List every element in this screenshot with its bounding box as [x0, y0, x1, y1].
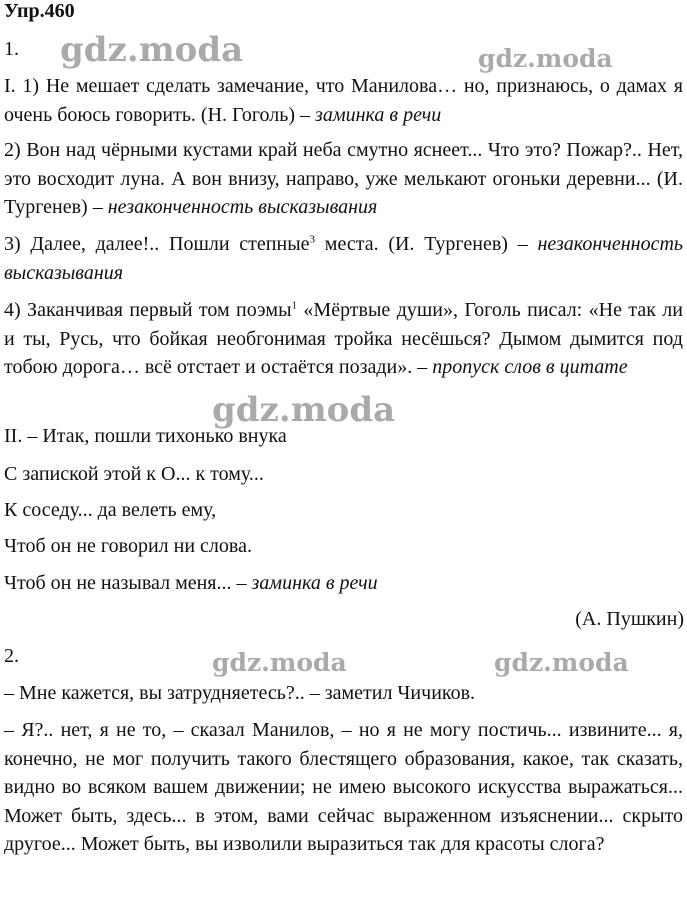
watermark: gdz.moda: [494, 648, 629, 677]
poem-line-2: С запиской этой к О... к тому...: [4, 463, 264, 485]
paragraph-3-footnote-mark: 3: [309, 233, 316, 246]
paragraph-3-text-b: места. (И. Тургенев) –: [315, 233, 538, 255]
watermark: gdz.moda: [60, 30, 244, 70]
poem-line-1: II. – Итак, пошли тихонько внука: [4, 425, 287, 447]
exercise-title: Упр.460: [4, 0, 75, 22]
paragraph-4-footnote-mark: 1: [291, 299, 298, 312]
poem-line-5: [4, 572, 378, 595]
dialogue-line-1: – Мне кажется, вы затрудняетесь?.. – заметил Чичиков.: [4, 682, 476, 704]
poem-line-5-note: заминка в речи: [251, 572, 378, 594]
poem-line-4: Чтоб он не говорил ни слова.: [4, 535, 252, 557]
section-2-number: 2.: [4, 645, 19, 667]
paragraph-3-text-a: 3) Далее, далее!.. Пошли степные: [4, 233, 310, 255]
paragraph-4-text-b: «Мёртвые души», Гоголь писал: «Не так ли и ты, Русь, что бойкая необгонимая тройка несёшься? Дымом дымится под тобою дорога… всё отстает и остаётся позади». –: [4, 299, 683, 378]
watermark: gdz.moda: [212, 648, 347, 677]
poem-line-3: К соседу... да велеть ему,: [4, 499, 217, 521]
paragraph-2-note: незаконченность высказывания: [107, 196, 378, 218]
dialogue-line-2: – Я?.. нет, я не то, – сказал Манилов, – но я не могу постичь... извините... я, конечно, не мог получить такого блестящего образования, какое, так сказать, видно во всяком вашем движении; не имею высокого искусства выражаться... Может быть, здесь... в этом, вами сейчас выраженном изъяснении... скрыто другое... Может быть, вы изволили выразиться так для красоты слога?: [4, 719, 683, 855]
paragraph-2: [4, 136, 683, 222]
paragraph-1-note: заминка в речи: [315, 103, 442, 126]
paragraph-1-text: I. 1) Не мешает сделать замечание, что Манилова… но, признаюсь, о дамах я очень боюсь говорить. (Н. Гоголь) –: [4, 75, 683, 126]
paragraph-4-text-a: 4) Заканчивая первый том поэмы: [4, 299, 292, 321]
paragraph-1: [4, 72, 683, 129]
paragraph-2-text: 2) Вон над чёрными кустами край неба смутно яснеет... Что это? Пожар?.. Нет, это восходит луна. А вон внизу, направо, уже мелькают огоньки деревни... (И. Тургенев) –: [4, 139, 683, 218]
watermark: gdz.moda: [478, 44, 613, 73]
paragraph-3-note: незаконченность высказывания: [4, 233, 683, 284]
poem-line-5-text: Чтоб он не называл меня... –: [4, 572, 252, 594]
paragraph-4: [4, 296, 683, 382]
paragraph-4-note: пропуск слов в цитате: [432, 356, 628, 378]
watermark: gdz.moda: [212, 390, 396, 430]
section-1-number: 1.: [4, 38, 19, 60]
poem-author: (А. Пушкин): [575, 608, 684, 630]
paragraph-3: [4, 230, 683, 287]
